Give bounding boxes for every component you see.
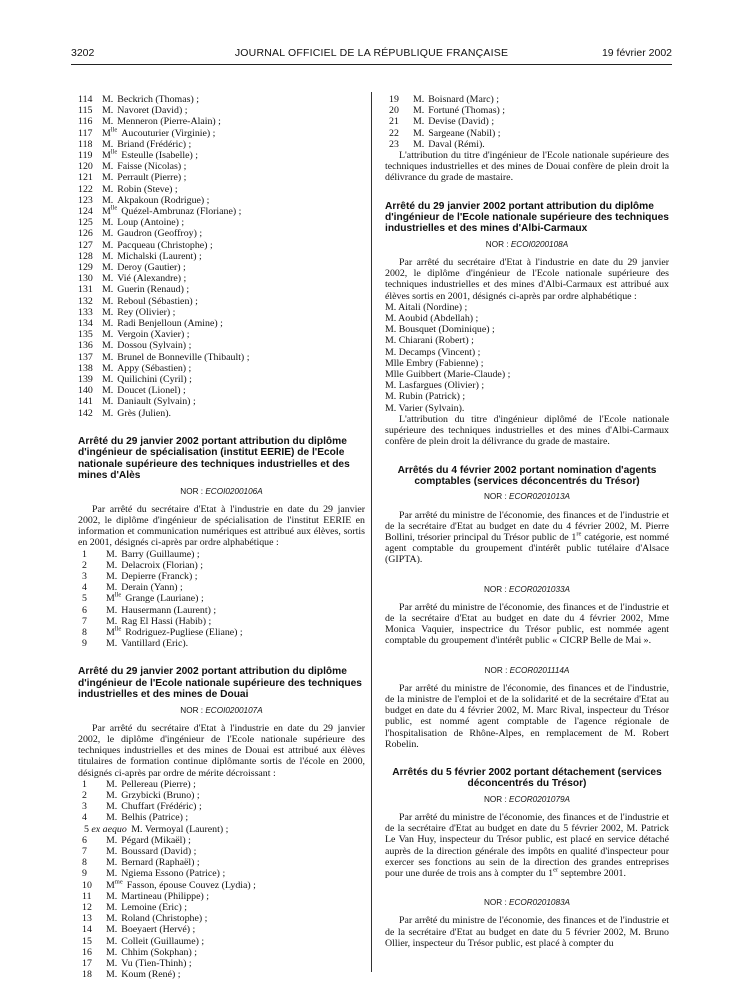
list-item: 4 M. Derain (Yann) ; — [82, 582, 183, 594]
section-title-detachement: Arrêtés du 5 février 2002 portant détachement (services déconcentrés du Trésor) — [392, 766, 662, 790]
nor-reference: NOR : ECOR0201083A — [483, 898, 571, 908]
left-column — [78, 94, 365, 980]
list-item: 6 M. Hausermann (Laurent) ; — [82, 604, 217, 616]
decree-paragraph: Par arrêté du ministre de l'économie, des finances et de l'industrie et de la secrétaire d'Etat au budget en date du 4 février 2002, Mme Monica Vaquier, inspectrice du Trésor public, est nommée agent comptable du groupement d'intérêt public « CICRP Belle de Mai ». — [385, 601, 669, 647]
list-item: 7 M. Boussard (David) ; — [82, 846, 197, 858]
nor-reference: NOR : ECOR0201013A — [483, 492, 571, 502]
list-item: 129 M. Deroy (Gautier) ; — [78, 262, 186, 274]
list-item: 116 M. Menneron (Pierre-Alain) ; — [78, 116, 221, 128]
section-title-agents-comptables: Arrêtés du 4 février 2002 portant nomination d'agents comptables (services déconcentrés du Trésor) — [397, 464, 657, 487]
list-item: Mlle Guibbert (Marie-Claude) ; — [385, 369, 511, 381]
list-item: 133 M. Rey (Olivier) ; — [78, 306, 176, 318]
laureate-list-douai-b — [78, 835, 365, 981]
list-item: 127 M. Pacqueau (Christophe) ; — [78, 239, 213, 251]
list-item: 137 M. Brunel de Bonneville (Thibault) ; — [78, 351, 250, 363]
list-item: 140 M. Doucet (Lionel) ; — [78, 385, 186, 397]
list-item: 1 M. Pellereau (Pierre) ; — [82, 778, 196, 790]
list-item: 126 M. Gaudron (Geoffroy) ; — [78, 228, 203, 240]
list-item: 5 ex aequo M. Vermoyal (Laurent) ; — [84, 823, 229, 835]
list-item: 1 M. Barry (Guillaume) ; — [82, 548, 200, 560]
list-item: 130 M. Vié (Alexandre) ; — [78, 273, 187, 285]
section-title-douai: Arrêté du 29 janvier 2002 portant attribution du diplôme d'ingénieur de l'Ecole nationale supérieure des techniques industrielles et des mines de Douai — [78, 666, 362, 701]
nor-reference: NOR : ECOR0201114A — [484, 665, 570, 675]
list-item: 119 $M^{lle}$ Esteulle (Isabelle) ; — [78, 148, 199, 162]
nor-reference: NOR : ECOI0200108A — [485, 239, 569, 249]
list-item: M. Rubin (Patrick) ; — [385, 391, 466, 403]
list-item: 20 M. Fortuné (Thomas) ; — [389, 105, 506, 117]
list-item: 139 M. Quilichini (Cyril) ; — [78, 374, 192, 386]
list-item: 2 M. Delacroix (Florian) ; — [82, 559, 203, 571]
list-item: 141 M. Daniault (Sylvain) ; — [78, 396, 196, 408]
header-rule — [71, 64, 672, 65]
nor-reference: NOR : ECOI0200107A — [180, 705, 263, 715]
decree-paragraph: Par arrêté du secrétaire d'Etat à l'industrie en date du 29 janvier 2002, le diplôme d'ingénieur de l'Ecole nationale supérieure des techniques industrielles et des mines d'Albi-Carmaux est attribué aux élèves sortis en 2001, désignés ci-après par ordre alphabétique : — [385, 257, 669, 302]
list-item: 132 M. Reboul (Sébastien) ; — [78, 295, 198, 307]
mastaire-paragraph: L'attribution du titre d'ingénieur de l'Ecole nationale supérieure des techniques industrielles et des mines de Douai confère de plein droit la délivrance du grade de mastaire. — [385, 150, 669, 184]
list-item: 8 $M^{lle}$ Rodriguez-Pugliese (Eliane) ; — [82, 625, 243, 638]
list-item: 5 $M^{lle}$ Grange (Lauriane) ; — [82, 592, 204, 605]
list-item: 120 M. Faisse (Nicolas) ; — [78, 161, 187, 173]
list-item: M. Aoubid (Abdellah) ; — [385, 313, 479, 325]
column-divider — [371, 92, 372, 972]
list-item: 134 M. Radi Benjelloun (Amine) ; — [78, 318, 223, 330]
list-item: 21 M. Devise (David) ; — [389, 116, 495, 128]
list-item: 4 M. Belhis (Patrice) ; — [82, 812, 189, 824]
nor-reference: NOR : ECOR0201079A — [483, 794, 571, 804]
list-item: 128 M. Michalski (Laurent) ; — [78, 250, 202, 262]
list-item: M. Bousquet (Dominique) ; — [385, 324, 495, 336]
journal-title: JOURNAL OFFICIEL DE LA RÉPUBLIQUE FRANÇAISE — [234, 47, 509, 59]
page-header — [71, 47, 672, 63]
list-item: 118 M. Briand (Frédéric) ; — [78, 138, 192, 150]
list-item: 6 M. Pégard (Mikaël) ; — [82, 834, 191, 846]
list-item: 125 M. Loup (Antoine) ; — [78, 217, 185, 229]
decree-paragraph: Par arrêté du ministre de l'économie, des finances et de l'industrie et de la secrétaire d'Etat au budget en date du 5 février 2002, M. Bruno Ollier, inspecteur du Trésor public, est placé à compter du — [385, 915, 669, 949]
list-item: 9 M. Vantillard (Eric). — [82, 638, 189, 650]
list-item: 18 M. Koum (René) ; — [82, 969, 181, 981]
list-item: 115 M. Navoret (David) ; — [78, 105, 188, 117]
right-column — [385, 94, 669, 949]
list-item: 124 $M^{lle}$ Quézel-Ambrunaz (Floriane) ; — [78, 204, 242, 218]
list-item: 10 $M^{me}$ Fasson, épouse Couvez (Lydia) ; — [82, 878, 256, 891]
list-item: 114 M. Beckrich (Thomas) ; — [78, 94, 199, 105]
section-title-ales: Arrêté du 29 janvier 2002 portant attribution du diplôme d'ingénieur de spécialisation (institut EERIE) de l'Ecole nationale supérieure des techniques industrielles et des mines d'Alès — [78, 435, 350, 482]
decree-paragraph: Par arrêté du secrétaire d'Etat à l'industrie en date du 29 janvier 2002, le diplôme d'ingénieur de l'Ecole nationale supérieure des techniques industrielles et des mines de Douai est attribué aux élèves titulaires de formation continue diplômante sortis de l'école en 2000, désignés ci-après par ordre de mérite décroissant : — [78, 722, 365, 779]
list-item: M. Varier (Sylvain). — [385, 402, 465, 414]
list-item: 17 M. Vu (Tien-Thinh) ; — [82, 958, 192, 970]
list-item: Mlle Embry (Fabienne) ; — [385, 357, 484, 369]
nor-reference: NOR : ECOR0201033A — [483, 584, 571, 594]
list-item: 131 M. Guerin (Renaud) ; — [78, 284, 190, 296]
laureate-list-douai — [78, 779, 365, 824]
laureate-list-ales — [78, 549, 365, 650]
list-item: 22 M. Sargeane (Nabil) ; — [389, 127, 501, 139]
list-item: 12 M. Lemoine (Eric) ; — [82, 902, 188, 914]
list-item: 16 M. Chhim (Sokphan) ; — [82, 946, 197, 958]
list-item: 117 $M^{lle}$ Aucouturier (Virginie) ; — [78, 126, 216, 139]
list-item: 123 M. Akpakoun (Rodrigue) ; — [78, 194, 210, 206]
decree-paragraph: Par arrêté du secrétaire d'Etat à l'industrie en date du 29 janvier 2002, le diplôme d'ingénieur de spécialisation de l'institut EERIE en information et communication numériques est attribué aux élèves, sortis en 2001, désignés ci-après par ordre alphabétique : — [78, 503, 365, 549]
laureate-list-albi — [385, 302, 669, 414]
list-item: 8 M. Bernard (Raphaël) ; — [82, 857, 200, 869]
list-item: 121 M. Perrault (Pierre) ; — [78, 172, 187, 184]
list-item: M. Aitali (Nordine) ; — [385, 301, 468, 313]
list-item: M. Decamps (Vincent) ; — [385, 346, 481, 358]
list-item: 7 M. Rag El Hassi (Habib) ; — [82, 615, 212, 627]
decree-paragraph: Par arrêté du ministre de l'économie, des finances et de l'industrie et de la secrétaire d'Etat au budget en date du 5 février 2002, M. Patrick Le Van Huy, inspecteur du Trésor public, est placé en service détaché auprès de la direction générale des impôts en qualité d'inspecteur pour exercer ses fonctions au sein de la direction des grandes entreprises pour une durée de trois ans à compter du 1er septembre 2001. — [385, 811, 669, 879]
section-title-albi: Arrêté du 29 janvier 2002 portant attribution du diplôme d'ingénieur de l'Ecole nationale supérieure des techniques industrielles et des mines d'Albi-Carmaux — [385, 200, 669, 235]
list-item: 136 M. Dossou (Sylvain) ; — [78, 340, 192, 352]
list-item: 135 M. Vergoin (Xavier) ; — [78, 329, 190, 341]
laureate-list-douai-end — [385, 94, 669, 150]
list-item: 122 M. Robin (Steve) ; — [78, 183, 178, 195]
list-item: 11 M. Martineau (Philippe) ; — [82, 890, 210, 902]
list-item: M. Lasfargues (Olivier) ; — [385, 380, 485, 392]
laureate-list-douai-continued — [78, 94, 365, 419]
decree-paragraph: Par arrêté du ministre de l'économie, des finances et de l'industrie et de la secrétaire d'Etat au budget en date du 4 février 2002, M. Pierre Bollini, trésorier principal du Trésor public de 1re catégorie, est nommé agent comptable du groupement d'intérêt public tutélaire d'Alsace (GIPTA). — [385, 509, 669, 566]
nor-reference: NOR : ECOI0200106A — [180, 486, 263, 496]
page-number: 3202 — [71, 47, 95, 59]
list-item: M. Chiarani (Robert) ; — [385, 335, 474, 347]
issue-date: 19 février 2002 — [601, 47, 672, 59]
list-item: 9 M. Ngiema Essono (Patrice) ; — [82, 868, 226, 880]
list-item: 3 M. Depierre (Franck) ; — [82, 570, 198, 582]
decree-paragraph: Par arrêté du ministre de l'économie, des finances et de l'industrie, de la ministre de l'emploi et de la solidarité et de la secrétaire d'Etat au budget en date du 4 février 2002, M. Marc Rival, inspecteur du Trésor public, est nommé agent comptable de l'agence régionale de l'hospitalisation de Rhône-Alpes, en remplacement de M. Robert Robelin. — [385, 682, 669, 750]
exaequo-entry — [78, 824, 365, 835]
list-item: 13 M. Roland (Christophe) ; — [82, 913, 208, 925]
list-item: 3 M. Chuffart (Frédéric) ; — [82, 801, 202, 813]
list-item: 15 M. Colleit (Guillaume) ; — [82, 935, 205, 947]
list-item: 14 M. Boeyaert (Hervé) ; — [82, 924, 196, 936]
list-item: 23 M. Daval (Rémi). — [389, 138, 485, 150]
list-item: 19 M. Boisnard (Marc) ; — [389, 94, 499, 105]
list-item: 2 M. Grzybicki (Bruno) ; — [82, 790, 200, 801]
list-item: 138 M. Appy (Sébastien) ; — [78, 362, 192, 374]
list-item: 142 M. Grès (Julien). — [78, 407, 171, 419]
mastaire-paragraph: L'attribution du titre d'ingénieur diplômé de l'Ecole nationale supérieure des techniques industrielles et des mines d'Albi-Carmaux confère de plein droit la délivrance du grade de mastaire. — [385, 413, 669, 448]
